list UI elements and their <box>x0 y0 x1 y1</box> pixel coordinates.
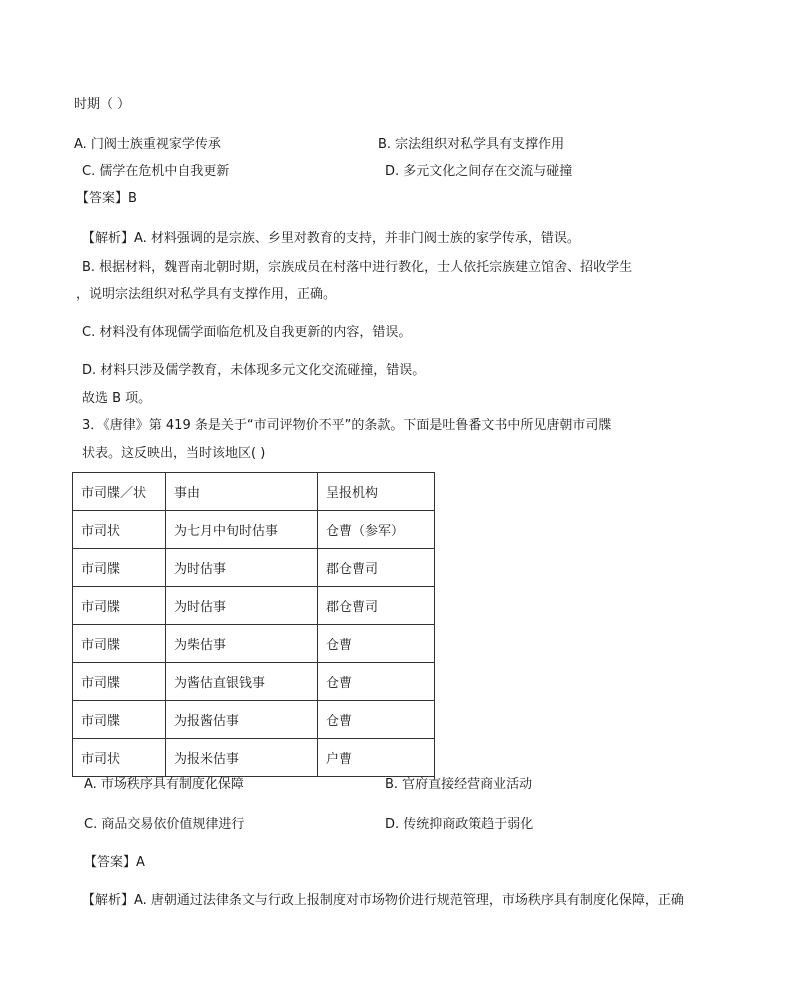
analysis-line: D. 材料只涉及儒学教育，未体现多元文化交流碰撞，错误。 <box>82 363 426 378</box>
table-cell: 仓曹（参军） <box>318 511 435 549</box>
analysis-line: 【解析】A. 材料强调的是宗族、乡里对教育的支持，并非门阀士族的家学传承，错误。 <box>82 231 580 246</box>
option-a: A. 门阀士族重视家学传承 <box>74 137 221 152</box>
table-header-cell: 呈报机构 <box>318 473 435 511</box>
table-cell: 市司牒 <box>73 701 166 739</box>
table-row <box>73 511 435 549</box>
table-cell: 仓曹 <box>318 663 435 701</box>
table-cell: 市司牒 <box>73 663 166 701</box>
option-d: D. 传统抑商政策趋于弱化 <box>385 817 534 832</box>
option-b: B. 官府直接经营商业活动 <box>385 777 533 792</box>
analysis-line: ，说明宗法组织对私学具有支撑作用，正确。 <box>76 287 337 302</box>
market-document-table <box>72 472 435 777</box>
table-cell: 市司牒 <box>73 587 166 625</box>
analysis-line: B. 根据材料，魏晋南北朝时期，宗族成员在村落中进行教化，士人依托宗族建立馆舍、招收学生 <box>82 260 633 275</box>
table-row <box>73 625 435 663</box>
table-row <box>73 701 435 739</box>
analysis-line: 【解析】A. 唐朝通过法律条文与行政上报制度对市场物价进行规范管理，市场秩序具有制度化保障，正确 <box>82 893 684 908</box>
table-cell: 郡仓曹司 <box>318 549 435 587</box>
option-a: A. 市场秩序具有制度化保障 <box>84 777 244 792</box>
option-c: C. 儒学在危机中自我更新 <box>82 164 230 179</box>
answer-label: 【答案】B <box>76 191 137 206</box>
question-stem: 3．《唐律》第 419 条是关于“市司评物价不平”的条款。下面是吐鲁番文书中所见唐朝市司牒 <box>82 418 612 433</box>
table-cell: 市司牒 <box>73 625 166 663</box>
question-stem-tail: 时期（ ） <box>74 97 131 112</box>
table-cell: 仓曹 <box>318 625 435 663</box>
table-cell: 为报米估事 <box>166 739 318 777</box>
table-cell: 为报酱估事 <box>166 701 318 739</box>
table-cell: 为酱估直银钱事 <box>166 663 318 701</box>
option-b: B. 宗法组织对私学具有支撑作用 <box>378 137 565 152</box>
table-header-cell: 事由 <box>166 473 318 511</box>
table-header-cell: 市司牒／状 <box>73 473 166 511</box>
table-cell: 户曹 <box>318 739 435 777</box>
table-row <box>73 663 435 701</box>
option-c: C. 商品交易依价值规律进行 <box>84 817 245 832</box>
conclusion-line: 故选 B 项。 <box>82 391 152 406</box>
table-cell: 为七月中旬时估事 <box>166 511 318 549</box>
table-cell: 市司牒 <box>73 549 166 587</box>
analysis-line: C. 材料没有体现儒学面临危机及自我更新的内容，错误。 <box>82 325 412 340</box>
table-cell: 市司状 <box>73 739 166 777</box>
option-d: D. 多元文化之间存在交流与碰撞 <box>385 164 573 179</box>
table-row <box>73 587 435 625</box>
answer-label: 【答案】A <box>84 855 145 870</box>
table-cell: 为时估事 <box>166 549 318 587</box>
table-cell: 仓曹 <box>318 701 435 739</box>
table-cell: 为柴估事 <box>166 625 318 663</box>
question-stem: 状表。这反映出，当时该地区( ) <box>82 446 266 461</box>
table-cell: 市司状 <box>73 511 166 549</box>
table-cell: 郡仓曹司 <box>318 587 435 625</box>
table-row <box>73 549 435 587</box>
table-cell: 为时估事 <box>166 587 318 625</box>
table-row <box>73 739 435 777</box>
table-header-row <box>73 473 435 511</box>
